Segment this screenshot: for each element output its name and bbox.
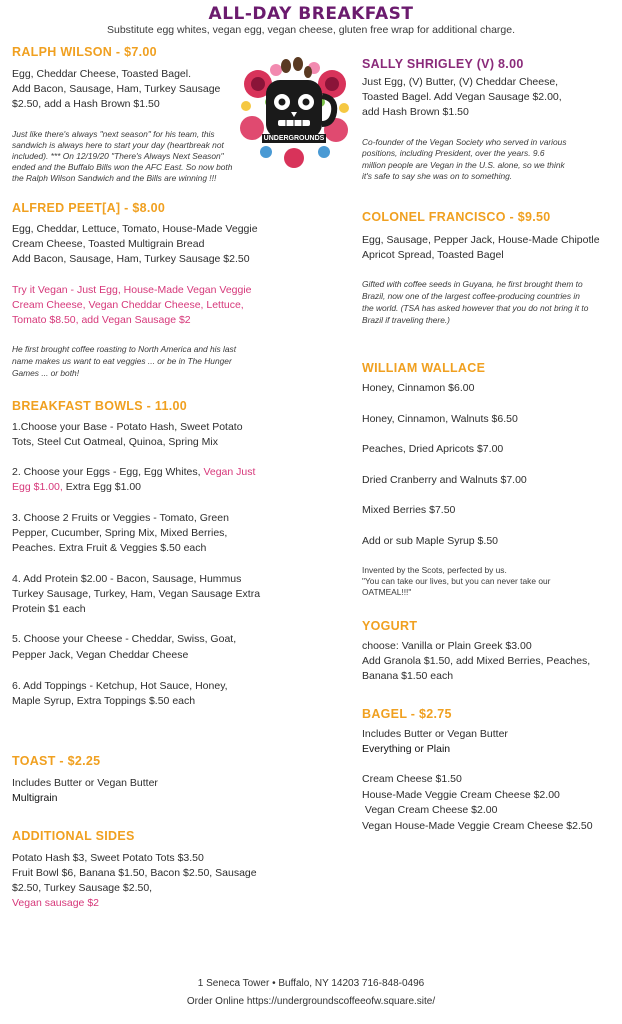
bowls-step1-2: Tots, Steel Cut Oatmeal, Quinoa, Spring Mix [12,436,219,448]
ralph-wilson-note-3: included). *** On 12/19/20 "There's Always Next Season" [12,151,224,161]
bowls-step3-2: Pepper, Cucumber, Spring Mix, Mixed Berries, [12,527,228,539]
ralph-wilson-note-4: ended and the Buffalo Bills won the AFC East. So now both [12,162,233,172]
bowls-step2-line1 [12,465,255,480]
bagel-spread-3: Vegan Cream Cheese $2.00 [362,804,498,816]
page-title: ALL-DAY BREAKFAST [208,4,414,24]
breakfast-bowls-title: BREAKFAST BOWLS - 11.00 [12,399,187,413]
sally-note-4: it's safe to say she was on to something. [362,171,513,181]
undergrounds-logo [236,54,352,170]
alfred-peet-note-2: name makes us want to eat veggies ... or be in The Hunger [12,356,232,366]
sides-vegan: Vegan sausage $2 [12,897,99,909]
footer-address: 1 Seneca Tower • Buffalo, NY 14203 716-848-0496 [197,978,425,989]
colonel-desc-2: Apricot Spread, Toasted Bagel [362,249,504,261]
yogurt-desc-2: Add Granola $1.50, add Mixed Berries, Peaches, [362,655,591,667]
william-item-1: Honey, Cinnamon $6.00 [362,382,475,394]
ralph-wilson-note-2: sandwich is always here to start your day (heartbreak not [12,140,224,150]
alfred-peet-vegan-1: Try it Vegan - Just Egg, House-Made Vegan Veggie [12,284,252,296]
sides-desc-2: Fruit Bowl $6, Banana $1.50, Bacon $2.50, Sausage [12,867,257,879]
sally-note-1: Co-founder of the Vegan Society who served in various [362,137,567,147]
sides-desc-1: Potato Hash $3, Sweet Potato Tots $3.50 [12,852,204,864]
colonel-desc-1: Egg, Sausage, Pepper Jack, House-Made Chipotle [362,234,600,246]
bagel-desc: Includes Butter or Vegan Butter [362,728,508,740]
ralph-wilson-desc-3: $2.50, add a Hash Brown $1.50 [12,98,160,110]
william-item-6: Add or sub Maple Syrup $.50 [362,535,498,547]
ralph-wilson-title: RALPH WILSON - $7.00 [12,45,157,59]
bowls-step4-2: Turkey Sausage, Turkey, Ham, Vegan Sausage Extra [12,588,261,600]
sally-desc-1: Just Egg, (V) Butter, (V) Cheddar Cheese, [362,76,559,88]
bowls-step2-vegan-b: Egg $1.00, [12,481,63,493]
colonel-note-3: the world. (TSA has asked however that you do not bring it to [362,303,589,313]
yogurt-desc-3: Banana $1.50 each [362,670,454,682]
bowls-step3-3: Peaches. Extra Fruit & Veggies $.50 each [12,542,207,554]
sally-note-2: positions, including President, over the years. 9.6 [362,148,545,158]
william-item-3: Peaches, Dried Apricots $7.00 [362,443,504,455]
bagel-types: Everything or Plain [362,743,451,755]
toast-title: TOAST - $2.25 [12,754,101,768]
alfred-peet-vegan-3: Tomato $8.50, add Vegan Sausage $2 [12,314,191,326]
william-note-1: Invented by the Scots, perfected by us. [362,565,507,575]
bagel-title: BAGEL - $2.75 [362,707,452,721]
page-subtitle: Substitute egg whites, vegan egg, vegan cheese, gluten free wrap for additional charge. [106,24,516,36]
sides-desc-3: $2.50, Turkey Sausage $2.50, [12,882,153,894]
bagel-spread-2: House-Made Veggie Cream Cheese $2.00 [362,789,560,801]
bowls-step4-1: 4. Add Protein $2.00 - Bacon, Sausage, Hummus [12,573,242,585]
bowls-step4-3: Protein $1 each [12,603,86,615]
bowls-step1-1: 1.Choose your Base - Potato Hash, Sweet Potato [12,421,243,433]
bowls-step5-2: Pepper Jack, Vegan Cheddar Cheese [12,649,189,661]
bowls-step3-1: 3. Choose 2 Fruits or Veggies - Tomato, Green [12,512,229,524]
colonel-note-2: Brazil, now one of the largest coffee-producing countries in [362,291,580,301]
bowls-step6-2: Maple Syrup, Extra Toppings $.50 each [12,695,196,707]
ralph-wilson-note-5: the Ralph Wilson Sandwich and the Bills are winning !!! [12,173,217,183]
alfred-peet-desc-3: Add Bacon, Sausage, Ham, Turkey Sausage $2.50 [12,253,250,265]
bowls-step2-text-b: Extra Egg $1.00 [62,481,142,493]
william-item-4: Dried Cranberry and Walnuts $7.00 [362,474,527,486]
alfred-peet-note-1: He first brought coffee roasting to North America and his last [12,344,237,354]
footer-order-link[interactable]: Order Online https://undergroundscoffeeofw.square.site/ [186,996,436,1007]
colonel-note-4: Brazil if traveling there.) [362,315,450,325]
colonel-francisco-title: COLONEL FRANCISCO - $9.50 [362,210,551,224]
bowls-step2-vegan-a: Vegan Just [203,466,256,478]
bowls-step2-line2 [12,480,141,495]
william-item-5: Mixed Berries $7.50 [362,504,456,516]
logo-text: UNDERGROUNDS [263,135,325,142]
sally-shrigley-title: SALLY SHRIGLEY (V) 8.00 [362,57,524,71]
ralph-wilson-note-1: Just like there's always "next season" for his team, this [12,129,215,139]
william-wallace-title: WILLIAM WALLACE [362,361,486,375]
ralph-wilson-desc-2: Add Bacon, Sausage, Ham, Turkey Sausage [12,83,221,95]
bagel-spread-4: Vegan House-Made Veggie Cream Cheese $2.50 [362,820,593,832]
bowls-step5-1: 5. Choose your Cheese - Cheddar, Swiss, Goat, [12,633,237,645]
sally-note-3: million people are Vegan in the U.S. alone, so we think [362,160,565,170]
ralph-wilson-desc-1: Egg, Cheddar Cheese, Toasted Bagel. [12,68,192,80]
alfred-peet-desc-2: Cream Cheese, Toasted Multigrain Bread [12,238,205,250]
william-note-3: OATMEAL!!!" [362,587,412,597]
bowls-step6-1: 6. Add Toppings - Ketchup, Hot Sauce, Honey, [12,680,228,692]
yogurt-desc-1: choose: Vanilla or Plain Greek $3.00 [362,640,532,652]
sally-desc-3: add Hash Brown $1.50 [362,106,469,118]
colonel-note-1: Gifted with coffee seeds in Guyana, he first brought them to [362,279,583,289]
william-item-2: Honey, Cinnamon, Walnuts $6.50 [362,413,518,425]
alfred-peet-desc-1: Egg, Cheddar, Lettuce, Tomato, House-Made Veggie [12,223,258,235]
toast-bread: Multigrain [12,792,58,804]
bowls-step2-text-a: 2. Choose your Eggs - Egg, Egg Whites, [12,466,204,478]
toast-desc: Includes Butter or Vegan Butter [12,777,158,789]
alfred-peet-note-3: Games ... or both! [12,368,80,378]
alfred-peet-title: ALFRED PEET[A] - $8.00 [12,201,166,215]
william-note-2: "You can take our lives, but you can never take our [362,576,551,586]
yogurt-title: YOGURT [362,619,418,633]
bagel-spread-1: Cream Cheese $1.50 [362,773,462,785]
alfred-peet-vegan-2: Cream Cheese, Vegan Cheddar Cheese, Lettuce, [12,299,244,311]
additional-sides-title: ADDITIONAL SIDES [12,829,135,843]
sally-desc-2: Toasted Bagel. Add Vegan Sausage $2.00, [362,91,562,103]
